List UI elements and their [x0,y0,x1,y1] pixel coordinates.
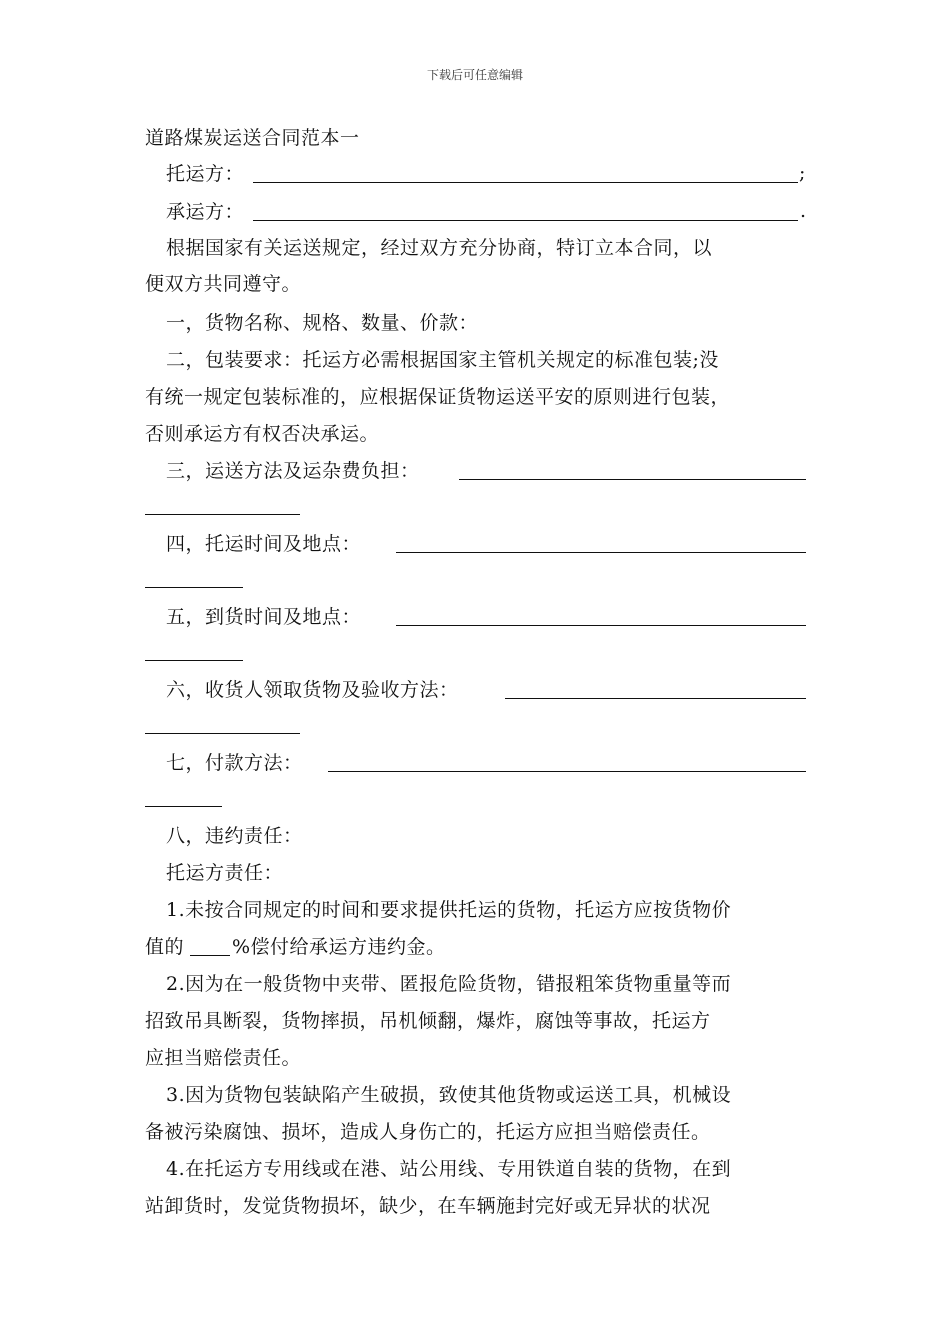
resp-4-line-2: 站卸货时，发觉货物损坏，缺少，在车辆施封完好或无异状的状况 [145,1195,711,1217]
clause-7: 七，付款方法： [166,752,303,774]
intro-line-2: 便双方共同遵守。 [145,273,302,295]
clause-4: 四，托运时间及地点： [166,533,362,555]
clause-4-blank[interactable] [396,551,806,553]
clause-2-line-2: 有统一规定包装标准的，应根据保证货物运送平安的原则进行包装， [145,386,731,408]
shipper-end: ; [799,162,806,184]
clause-2-line-1: 二，包装要求：托运方必需根据国家主管机关规定的标准包装;没 [166,349,719,371]
clause-7-blank-cont[interactable] [145,805,222,807]
clause-6-blank[interactable] [505,697,806,699]
clause-5: 五，到货时间及地点： [166,606,362,628]
resp-1-line-1: 1.未按合同规定的时间和要求提供托运的货物，托运方应按货物价 [166,899,732,921]
clause-5-blank[interactable] [396,624,806,626]
carrier-end: . [800,200,807,222]
intro-line-1: 根据国家有关运送规定，经过双方充分协商，特订立本合同，以 [166,237,713,259]
shipper-label: 托运方： [166,163,245,185]
clause-2-line-3: 否则承运方有权否决承运。 [145,423,380,445]
contract-title: 道路煤炭运送合同范本一 [145,127,360,149]
carrier-label: 承运方： [166,201,245,223]
resp-2-line-2: 招致吊具断裂，货物摔损，吊机倾翻，爆炸，腐蚀等事故，托运方 [145,1010,711,1032]
clause-3-blank-cont[interactable] [145,513,300,515]
clause-4-blank-cont[interactable] [145,586,243,588]
clause-8: 八，违约责任： [166,825,303,847]
shipper-responsibility-heading: 托运方责任： [166,862,284,884]
resp-4-line-1: 4.在托运方专用线或在港、站公用线、专用铁道自装的货物，在到 [166,1158,732,1180]
resp-2-line-3: 应担当赔偿责任。 [145,1047,302,1069]
clause-7-blank[interactable] [328,770,806,772]
resp-2-line-1: 2.因为在一般货物中夹带、匿报危险货物，错报粗笨货物重量等而 [166,973,732,995]
resp-3-line-2: 备被污染腐蚀、损坏，造成人身伤亡的，托运方应担当赔偿责任。 [145,1121,711,1143]
resp-1-line-2b: %偿付给承运方违约金。 [232,936,446,958]
clause-3-blank[interactable] [459,478,806,480]
penalty-percent-blank[interactable] [190,954,230,956]
resp-3-line-1: 3.因为货物包装缺陷产生破损，致使其他货物或运送工具，机械设 [166,1084,732,1106]
clause-3: 三，运送方法及运杂费负担： [166,460,420,482]
carrier-blank[interactable] [253,219,798,221]
resp-1-line-2a: 值的 [145,936,185,958]
page-header: 下载后可任意编辑 [426,68,523,82]
clause-6: 六，收货人领取货物及验收方法： [166,679,459,701]
clause-5-blank-cont[interactable] [145,659,243,661]
clause-1: 一，货物名称、规格、数量、价款： [166,312,479,334]
clause-6-blank-cont[interactable] [145,732,300,734]
shipper-blank[interactable] [253,181,798,183]
